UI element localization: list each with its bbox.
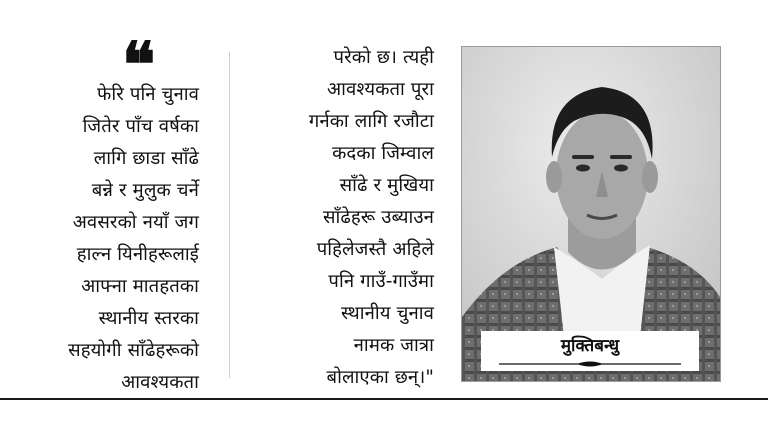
- text-line: अवसरको नयाँ जग: [72, 212, 199, 233]
- photo-caption: [481, 331, 699, 371]
- text-line: बोलाएका छन्।": [326, 367, 434, 388]
- text-line: नामक जात्रा: [353, 335, 434, 356]
- text-line: गर्नका लागि रजौटा: [308, 111, 434, 132]
- text-line: सहयोगी साँढेहरूको: [68, 340, 199, 361]
- text-line: पनि गाउँ-गाउँमा: [328, 271, 434, 292]
- text-line: आवश्यकता पूरा: [327, 79, 434, 100]
- text-line: आवश्यकता: [121, 372, 199, 393]
- text-line: लागि छाडा साँढे: [93, 148, 199, 169]
- text-line: कदका जिम्वाल: [332, 143, 434, 164]
- text-line: आफ्ना मातहतका: [81, 276, 199, 297]
- quote-column-left: [68, 79, 199, 399]
- quote-mark-icon: ❝: [122, 28, 156, 101]
- text-line: स्थानीय स्तरका: [98, 308, 199, 329]
- text-line: पहिलेजस्तै अहिले: [316, 239, 434, 260]
- caption-name: मुक्तिबन्धु: [560, 336, 620, 356]
- text-line: साँढेहरू उब्याउन: [322, 207, 434, 228]
- text-line: बन्ने र मुलुक चर्ने: [91, 180, 199, 201]
- bottom-rule: [0, 398, 768, 400]
- text-line: परेको छ। त्यही: [333, 47, 434, 68]
- text-line: हाल्न यिनीहरूलाई: [76, 244, 199, 265]
- ornament-divider-icon: [499, 359, 681, 369]
- column-divider: [229, 52, 230, 378]
- text-line: फेरि पनि चुनाव: [97, 84, 199, 105]
- text-line: जितेर पाँच वर्षका: [82, 116, 199, 137]
- text-line: स्थानीय चुनाव: [340, 303, 434, 324]
- text-line: साँढे र मुखिया: [339, 175, 434, 196]
- quote-column-middle: [309, 42, 434, 394]
